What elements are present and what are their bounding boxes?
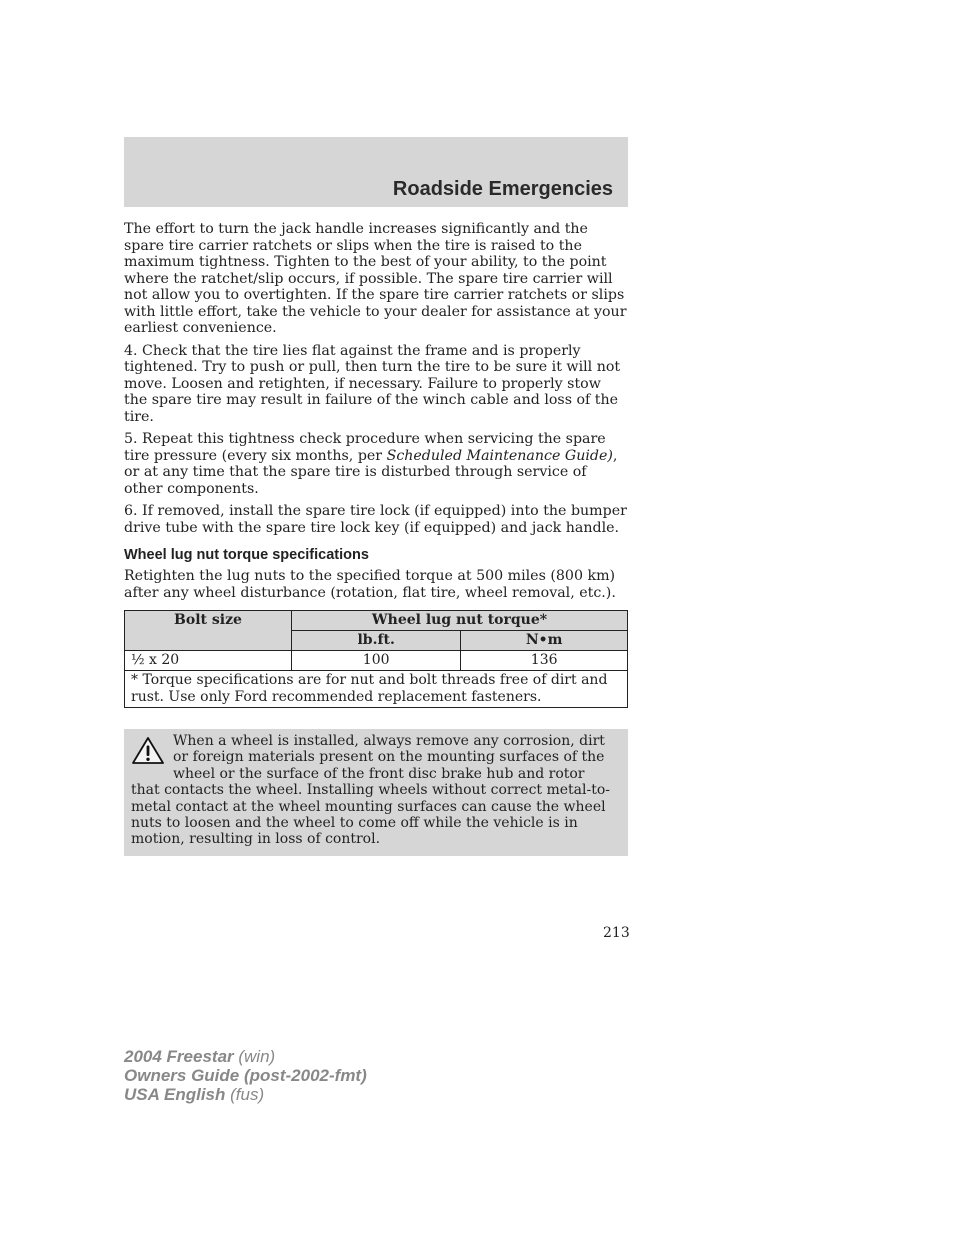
footer-guide: Owners Guide (post-2002-fmt) (124, 1066, 367, 1085)
bolt-size-header: Bolt size (125, 611, 292, 651)
lbft-header: lb.ft. (292, 631, 461, 651)
paragraph-step-4: 4. Check that the tire lies flat against the frame and is properly tightened. Try to push or pull, then turn the tire to be sure it will not move. Loosen and retighten, if necessary. Failure to properly stow the spare tire may result in failure of the winch cable and loss of the tire. (124, 342, 621, 425)
bolt-size-cell: ½ x 20 (125, 651, 292, 671)
footer-language: USA English (124, 1085, 226, 1104)
warning-text: When a wheel is installed, always remove any corrosion, dirt or foreign materials present on the mounting surfaces of the wheel or the surface of the front disc brake hub and rotor that contacts the wheel. Installing wheels without correct metal-to-metal contact at the wheel mounting surfaces can cause the wheel nuts to loosen and the wheel to come off while the vehicle is in motion, resulting in loss of control. (131, 733, 611, 848)
step-5-text-b: , or at any time that the spare tire is disturbed through service of other components. (124, 447, 618, 497)
section-heading: Wheel lug nut torque specifications (124, 547, 369, 563)
nm-cell: 136 (461, 651, 628, 671)
footer-model-code: (win) (233, 1047, 276, 1066)
lbft-cell: 100 (292, 651, 461, 671)
document-footer (124, 1047, 367, 1104)
page-number: 213 (603, 925, 630, 941)
nm-header: N•m (461, 631, 628, 651)
footer-language-code: (fus) (225, 1085, 265, 1104)
torque-group-header: Wheel lug nut torque* (292, 611, 628, 631)
maintenance-guide-reference: Scheduled Maintenance Guide) (386, 447, 613, 464)
warning-triangle-icon (131, 736, 165, 766)
step-5-text-a: 5. Repeat this tightness check procedure when servicing the spare tire pressure (every six months, per (124, 431, 606, 464)
paragraph-retighten: Retighten the lug nuts to the specified torque at 500 miles (800 km) after any wheel disturbance (rotation, flat tire, wheel removal, etc.). (124, 568, 616, 601)
section-title: Roadside Emergencies (392, 178, 613, 200)
paragraph-jack-effort: The effort to turn the jack handle increases significantly and the spare tire carrier ratchets or slips when the tire is raised to the maximum tightness. Tighten to the best of your ability, to the point where the ratchet/slip occurs, if possible. The spare tire carrier will not allow you to overtighten. If the spare tire carrier ratchets or slips with little effort, take the vehicle to your dealer for assistance at your earliest convenience. (124, 221, 627, 336)
torque-spec-table (124, 610, 628, 708)
table-footnote: * Torque specifications are for nut and bolt threads free of dirt and rust. Use only Ford recommended replacement fasteners. (125, 671, 628, 708)
paragraph-step-5 (124, 431, 628, 497)
paragraph-step-6: 6. If removed, install the spare tire lock (if equipped) into the bumper drive tube with the spare tire lock key (if equipped) and jack handle. (124, 503, 627, 536)
table-row (125, 651, 628, 671)
main-content (124, 221, 628, 856)
footer-model: 2004 Freestar (124, 1047, 234, 1066)
warning-box (124, 729, 628, 856)
section-header-band (124, 137, 628, 207)
